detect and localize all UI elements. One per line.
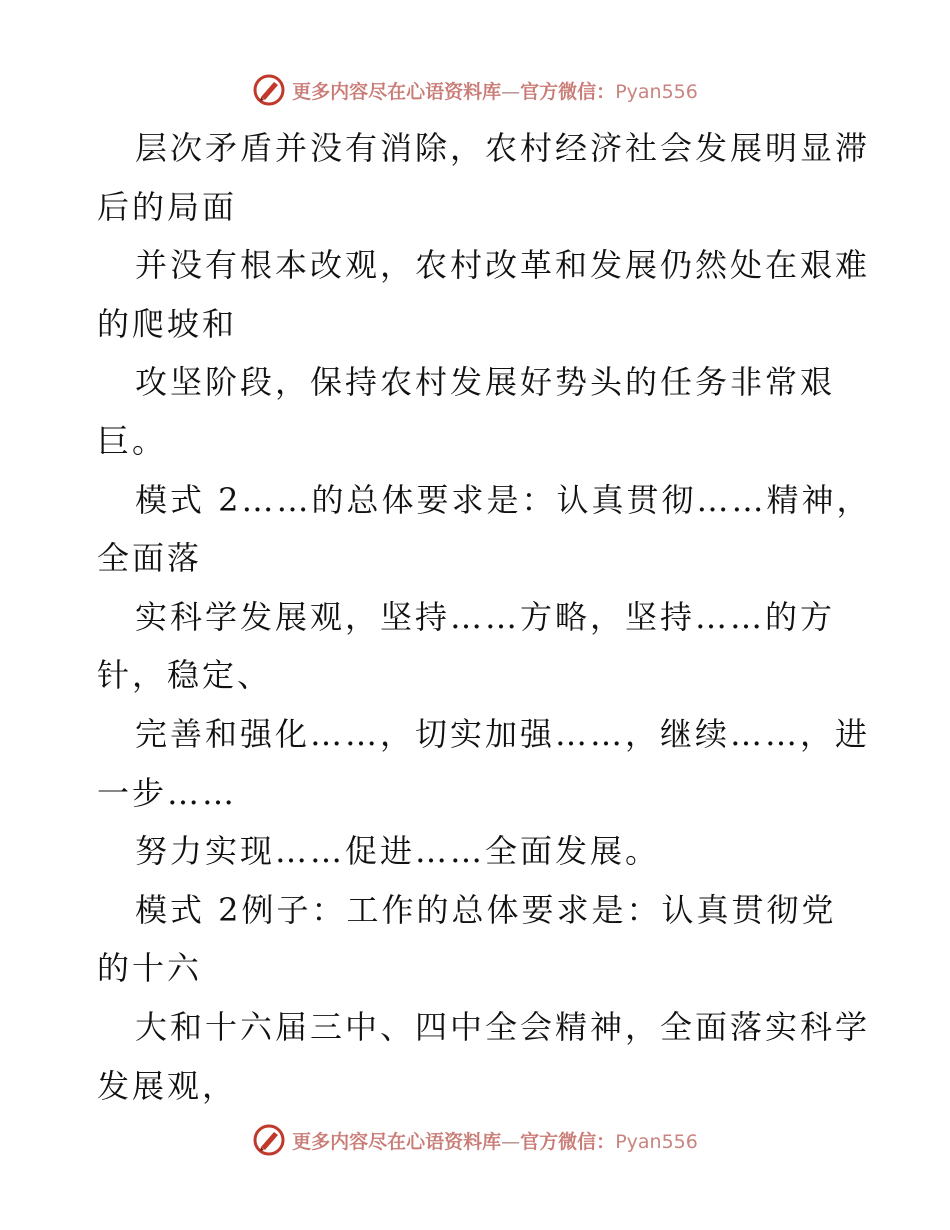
text-line: 完善和强化……，切实加强……，继续……，进 bbox=[135, 714, 871, 753]
text-line: 并没有根本改观，农村改革和发展仍然处在艰难 bbox=[135, 246, 871, 285]
text-line: 发展观， bbox=[97, 1066, 238, 1105]
text-line: 模式 2例子：工作的总体要求是：认真贯彻党 bbox=[135, 890, 837, 929]
watermark-text: 更多内容尽在心语资料库—官方微信：Pyan556 bbox=[292, 80, 698, 103]
text-line: 一步…… bbox=[97, 773, 238, 812]
text-line: 巨。 bbox=[97, 421, 168, 460]
text-line: 努力实现……促进……全面发展。 bbox=[135, 832, 661, 871]
header-watermark bbox=[0, 70, 950, 110]
text-line: 的爬坡和 bbox=[97, 304, 238, 343]
document-body bbox=[97, 119, 872, 1115]
text-line: 模式 2……的总体要求是：认真贯彻……精神， bbox=[135, 480, 872, 519]
text-line: 后的局面 bbox=[97, 187, 238, 226]
text-line: 全面落 bbox=[97, 539, 203, 578]
text-line: 大和十六届三中、四中全会精神，全面落实科学 bbox=[135, 1007, 871, 1046]
footer-watermark bbox=[0, 1120, 950, 1160]
pen-logo-icon bbox=[252, 1123, 286, 1157]
text-line: 针，稳定、 bbox=[97, 656, 273, 695]
text-line: 攻坚阶段，保持农村发展好势头的任务非常艰 bbox=[135, 363, 836, 402]
text-line: 层次矛盾并没有消除，农村经济社会发展明显滞 bbox=[135, 129, 871, 167]
watermark-text: 更多内容尽在心语资料库—官方微信：Pyan556 bbox=[292, 1130, 698, 1153]
text-line: 的十六 bbox=[97, 949, 203, 988]
text-line: 实科学发展观，坚持……方略，坚持……的方 bbox=[135, 597, 836, 636]
pen-logo-icon bbox=[252, 73, 286, 107]
